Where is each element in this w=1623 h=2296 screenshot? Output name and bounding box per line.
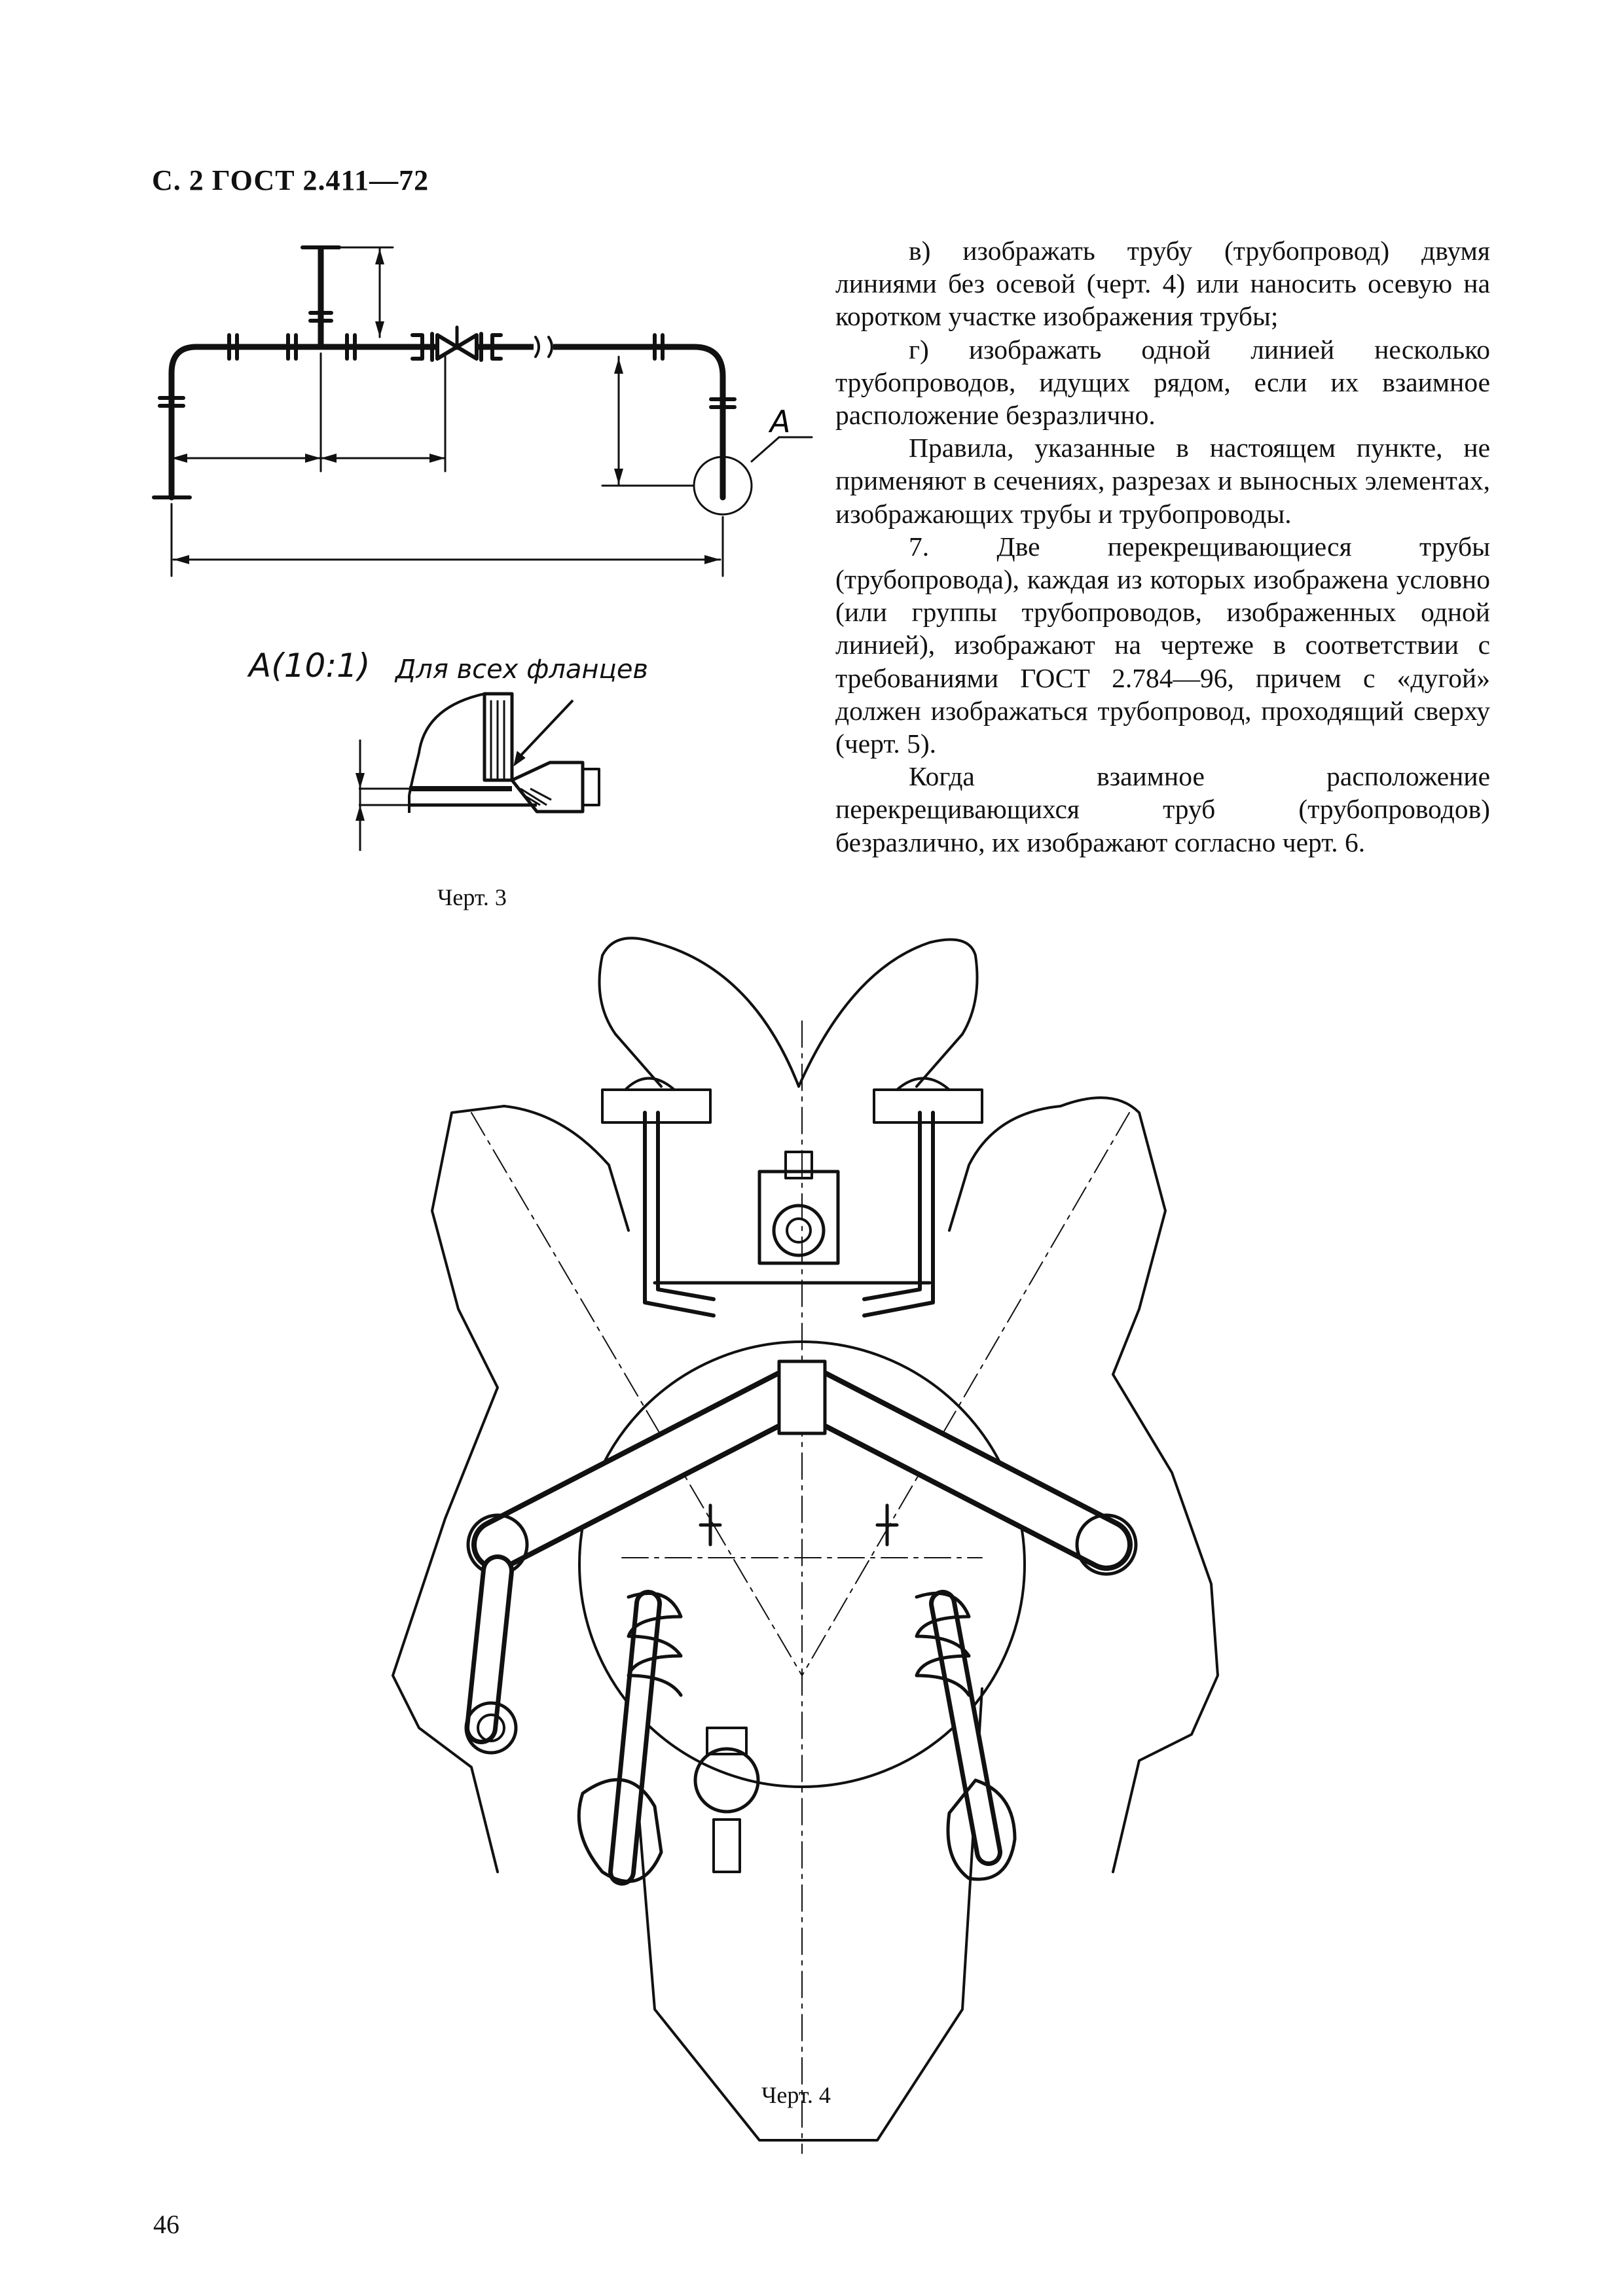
- paragraph-7: 7. Две перекрещивающиеся трубы (трубопровода), каждая из которых изображена условно (или группы трубопроводов, изображенных одной линией), изображают на чертеже в соответствии с требованиями ГОСТ 2.784—96, причем с «дугой» должен изображаться трубопровод, проходящий сверху (черт. 5).: [835, 531, 1490, 759]
- detail-title: А(10:1): [249, 647, 371, 685]
- page-number: 46: [153, 2210, 179, 2239]
- figure-3-caption: Черт. 3: [437, 884, 507, 910]
- detail-note: Для всех фланцев: [395, 655, 648, 685]
- page-header: С. 2 ГОСТ 2.411—72: [152, 164, 429, 196]
- paragraph-rules: Правила, указанные в настоящем пункте, не применяют в сечениях, разрезах и выносных элементах, изображающих трубы и трубопроводы.: [835, 433, 1490, 529]
- callout-label-a: А: [770, 404, 791, 439]
- paragraph-g: г) изображать одной линией несколько трубопроводов, идущих рядом, если их взаимное расположение безразлично.: [835, 334, 1490, 431]
- paragraph-v: в) изображать трубу (трубопровод) двумя линиями без осевой (черт. 4) или наносить осевую на коротком участке изображения трубы;: [835, 236, 1490, 332]
- paragraph-crossing: Когда взаимное расположение перекрещивающихся труб (трубопроводов) безразлично, их изображают согласно черт. 6.: [835, 761, 1490, 857]
- figure-4-caption: Черт. 4: [761, 2082, 831, 2108]
